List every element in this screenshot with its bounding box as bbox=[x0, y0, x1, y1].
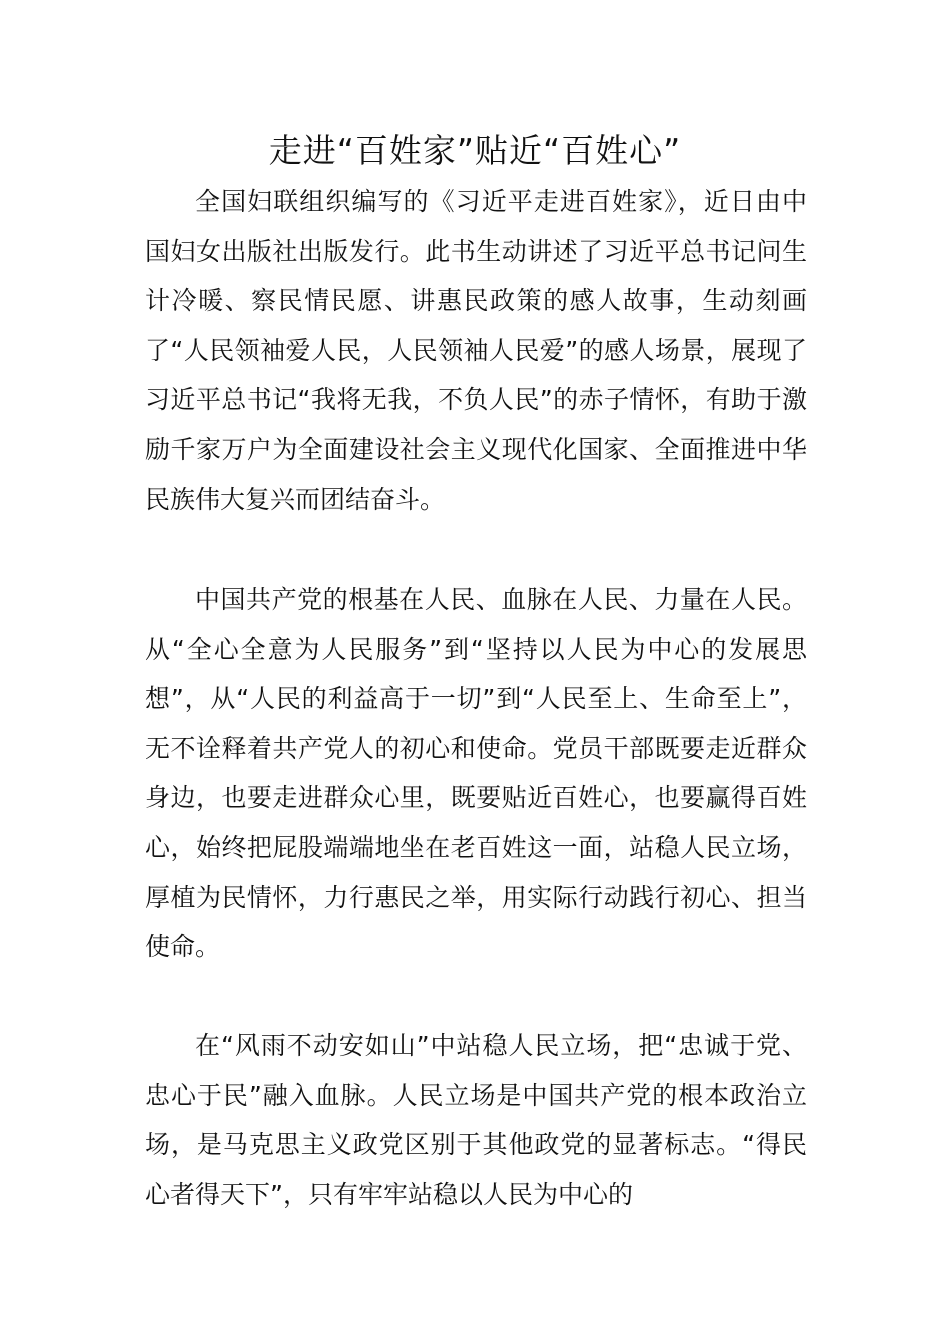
paragraph-3: 在“风雨不动安如山”中站稳人民立场，把“忠诚于党、忠心于民”融入血脉。人民立场是中国共产党的根本政治立场，是马克思主义政党区别于其他政党的显著标志。“得民心者得天下”，只有牢牢站稳以人民为中心的 bbox=[145, 1031, 807, 1209]
paragraph-2: 中国共产党的根基在人民、血脉在人民、力量在人民。从“全心全意为人民服务”到“坚持以人民为中心的发展思想”，从“人民的利益高于一切”到“人民至上、生命至上”，无不诠释着共产党人的初心和使命。党员干部既要走近群众身边，也要走进群众心里，既要贴近百姓心，也要赢得百姓心，始终把屁股端端地坐在老百姓这一面，站稳人民立场，厚植为民情怀，力行惠民之举，用实际行动践行初心、担当使命。 bbox=[145, 585, 807, 962]
paragraph-1: 全国妇联组织编写的《习近平走进百姓家》，近日由中国妇女出版社出版发行。此书生动讲述了习近平总书记问生计冷暖、察民情民愿、讲惠民政策的感人故事，生动刻画了“人民领袖爱人民，人民领袖人民爱”的感人场景，展现了习近平总书记“我将无我，不负人民”的赤子情怀，有助于激励千家万户为全面建设社会主义现代化国家、全面推进中华民族伟大复兴而团结奋斗。 bbox=[145, 187, 807, 514]
document-title: 走进“百姓家”贴近“百姓心” bbox=[268, 131, 682, 170]
